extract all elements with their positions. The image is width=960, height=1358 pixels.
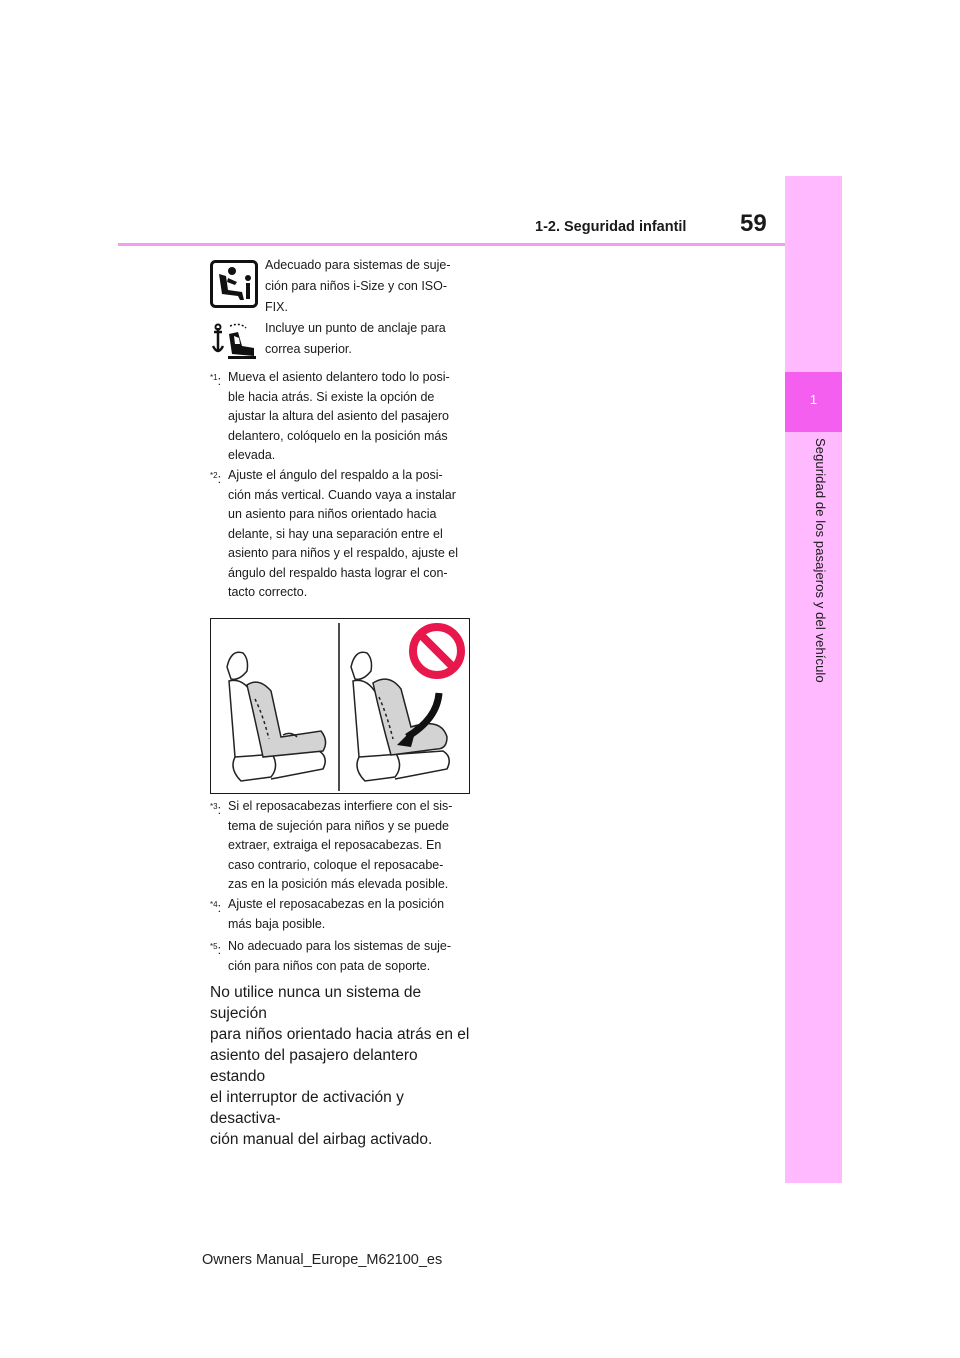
footer-manual-id: Owners Manual_Europe_M62100_es [202, 1252, 443, 1268]
correct-seat-illustration [227, 652, 326, 781]
footnote-2 [210, 466, 466, 603]
seat-adjustment-figure [210, 618, 470, 794]
footnote-4 [210, 895, 466, 934]
footnote-marker: $^{*1}$: [210, 373, 222, 389]
airbag-warning-text: No utilice nunca un sistema de sujeción para niños orientado hacia atrás en el asiento del pasajero delantero estando el interruptor de activación y desactiva- ción manual del airbag activado. [210, 984, 470, 1148]
footnote-text: Si el reposacabezas interfiere con el sis- tema de sujeción para niños y se puede extraer, extraiga el reposacabezas. En caso contrario, coloque el reposacabe- zas en la posición más elevada posible. [228, 799, 453, 891]
isize-description: Adecuado para sistemas de suje- ción para niños i-Size y con ISO- FIX. [265, 258, 451, 314]
footnote-marker: $^{*5}$: [210, 942, 222, 958]
footnote-marker: $^{*4}$: [210, 900, 222, 916]
footnote-text: Ajuste el reposacabezas en la posición más baja posible. [228, 897, 445, 931]
footnote-text: Ajuste el ángulo del respaldo a la posi- ción más vertical. Cuando vaya a instalar un asiento para niños orientado hacia delante, si hay una separación entre el asiento para niños y el respaldo, ajuste el ángulo del respaldo hasta lograr el con- tacto correcto. [228, 468, 459, 599]
footnote-text: Mueva el asiento delantero todo lo posi- ble hacia atrás. Si existe la opción de ajustar la altura del asiento del pasajero delantero, colóquelo en la posición más elevada. [228, 370, 450, 462]
footnote-text: No adecuado para los sistemas de suje- ción para niños con pata de soporte. [228, 939, 452, 973]
footnote-5 [210, 937, 466, 976]
page-number: 59 [740, 210, 767, 237]
top-tether-description: Incluye un punto de anclaje para correa superior. [265, 321, 446, 356]
footnote-3 [210, 797, 466, 895]
header-rule [118, 243, 785, 246]
footnote-marker: $^{*3}$: [210, 802, 222, 818]
chapter-title: Seguridad de los pasajeros y del vehículo [813, 438, 828, 683]
footnote-1 [210, 368, 466, 466]
footnote-marker: $^{*2}$: [210, 471, 222, 487]
prohibition-icon [413, 627, 461, 675]
section-title: 1-2. Seguridad infantil [535, 219, 687, 235]
chapter-number: 1 [809, 392, 818, 407]
top-tether-anchor-icon [210, 322, 258, 370]
isize-child-seat-icon [210, 260, 258, 308]
